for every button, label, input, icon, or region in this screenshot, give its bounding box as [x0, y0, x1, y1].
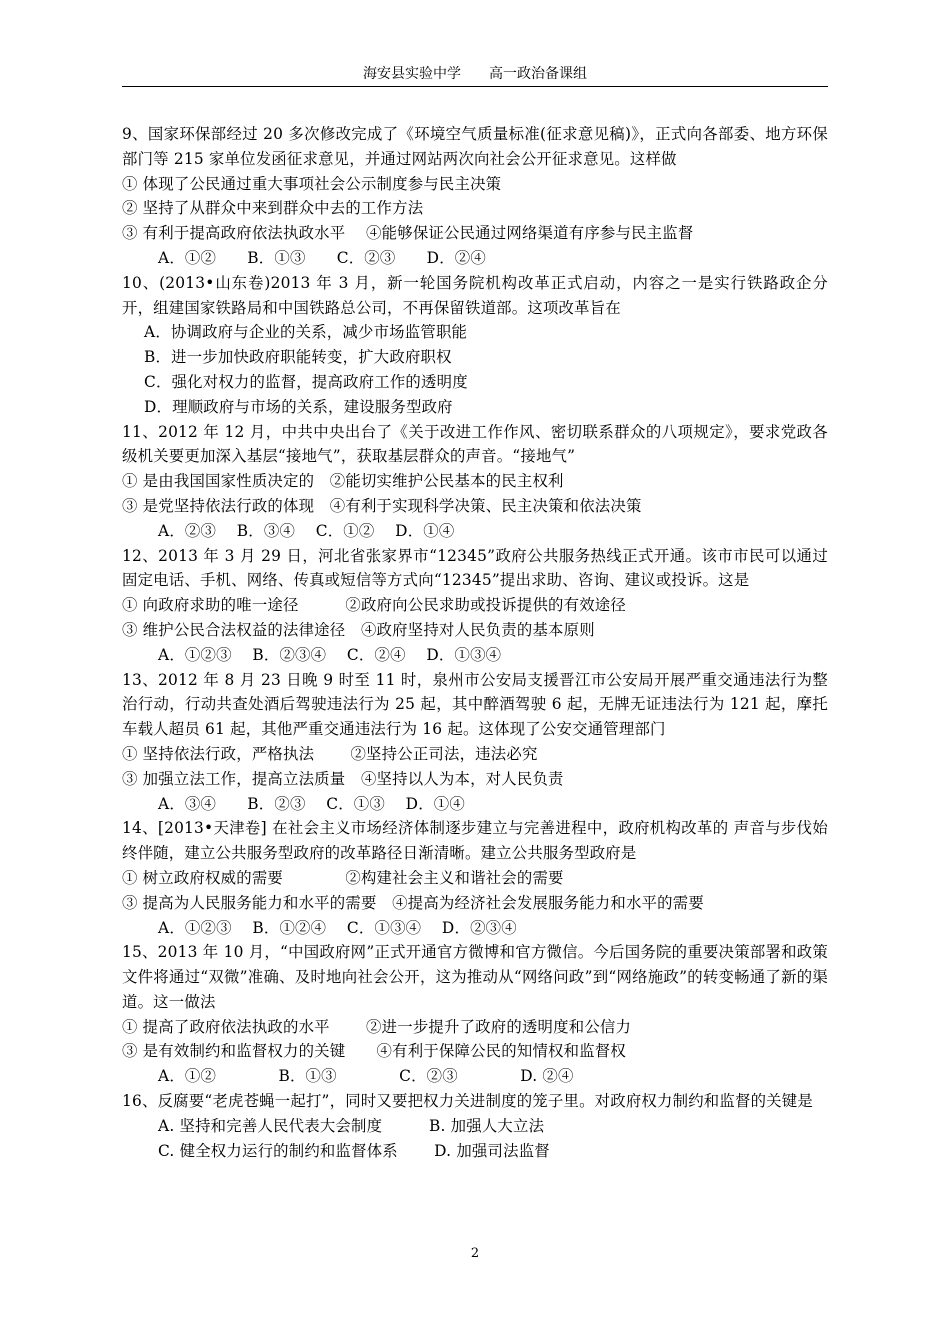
statement-line: ③ 维护公民合法权益的法律途径 ④政府坚持对人民负责的基本原则	[122, 620, 595, 639]
statement-line: ③ 是党坚持依法行政的体现 ④有利于实现科学决策、民主决策和依法决策	[122, 496, 642, 515]
page-header: 海安县实验中学 高一政治备课组	[363, 66, 587, 82]
header-rule	[122, 86, 828, 87]
statement-line: ③ 是有效制约和监督权力的关键 ④有利于保障公民的知情权和监督权	[122, 1042, 626, 1061]
question-14	[122, 816, 828, 940]
choice-a: A．协调政府与企业的关系，减少市场监管职能	[144, 323, 468, 342]
question-15	[122, 940, 828, 1089]
answer-options: A．①②③ B．②③④ C．②④ D．①③④	[158, 645, 502, 664]
statement-line: ① 提高了政府依法执政的水平 ②进一步提升了政府的透明度和公信力	[122, 1017, 632, 1036]
question-10	[122, 271, 828, 420]
statement-line: ③ 提高为人民服务能力和水平的需要 ④提高为经济社会发展服务能力和水平的需要	[122, 893, 704, 912]
question-9	[122, 122, 828, 271]
question-13	[122, 668, 828, 817]
statement-line: ① 坚持依法行政，严格执法 ②坚持公正司法，违法必究	[122, 744, 538, 763]
statement-line: ③ 有利于提高政府依法执政水平 ④能够保证公民通过网络渠道有序参与民主监督	[122, 224, 694, 243]
question-stem: 11、2012 年 12 月，中共中央出台了《关于改进工作作风、密切联系群众的八项规定》，要求党政各级机关要更加深入基层“接地气”，获取基层群众的声音。“接地气”	[122, 422, 828, 466]
choice-line: C. 健全权力运行的制约和监督体系 D. 加强司法监督	[158, 1141, 550, 1160]
question-list	[122, 122, 828, 1163]
statement-line: ① 树立政府权威的需要 ②构建社会主义和谐社会的需要	[122, 868, 564, 887]
answer-options: A．③④ B．②③ C．①③ D．①④	[158, 794, 465, 813]
answer-options: A．①②③ B．①②④ C．①③④ D．②③④	[158, 918, 517, 937]
page-number: 2	[470, 1246, 480, 1261]
answer-options: A．①② B．①③ C．②③ D. ②④	[158, 1067, 574, 1086]
question-stem: 15、2013 年 10 月，“中国政府网”正式开通官方微博和官方微信。今后国务院的重要决策部署和政策文件将通过“双微”准确、及时地向社会公开，这为推动从“网络问政”到“网络施政”的转变畅通了新的渠道。这一做法	[122, 943, 828, 1011]
question-stem: 14、[2013•天津卷] 在社会主义市场经济体制逐步建立与完善进程中，政府机构改革的 声音与步伐始终伴随，建立公共服务型政府的改革路径日渐清晰。建立公共服务型政府是	[122, 819, 828, 863]
question-12	[122, 544, 828, 668]
answer-options: A．②③ B．③④ C．①② D．①④	[158, 521, 455, 540]
choice-b: B．进一步加快政府职能转变，扩大政府职权	[144, 348, 452, 367]
question-stem: 12、2013 年 3 月 29 日，河北省张家界市“12345”政府公共服务热线正式开通。该市市民可以通过固定电话、手机、网络、传真或短信等方式向“12345”提出求助、咨询、建议或投诉。这是	[122, 546, 828, 590]
question-stem: 13、2012 年 8 月 23 日晚 9 时至 11 时，泉州市公安局支援晋江市公安局开展严重交通违法行为整治行动，行动共查处酒后驾驶违法行为 25 起，其中醉酒驾驶 6 起，无牌无证违法行为 121 起，摩托车载人超员 61 起，其他严重交通违法行为 16 起。这体现了公安交通管理部门	[122, 670, 828, 739]
question-11	[122, 420, 828, 544]
question-stem: 16、反腐要“老虎苍蝇一起打”，同时又要把权力关进制度的笼子里。对政府权力制约和监督的关键是	[122, 1092, 813, 1111]
question-stem: 9、国家环保部经过 20 多次修改完成了《环境空气质量标准(征求意见稿)》，正式向各部委、地方环保部门等 215 家单位发函征求意见，并通过网站两次向社会公开征求意见。这样做	[122, 125, 828, 168]
choice-c: C．强化对权力的监督，提高政府工作的透明度	[144, 372, 468, 391]
question-stem: 10、(2013•山东卷)2013 年 3 月，新一轮国务院机构改革正式启动，内容之一是实行铁路政企分开，组建国家铁路局和中国铁路总公司，不再保留铁道部。这项改革旨在	[122, 273, 828, 317]
statement-line: ① 体现了公民通过重大事项社会公示制度参与民主决策	[122, 174, 502, 193]
question-16	[122, 1089, 828, 1163]
statement-line: ③ 加强立法工作，提高立法质量 ④坚持以人为本，对人民负责	[122, 769, 564, 788]
statement-line: ① 是由我国国家性质决定的 ②能切实维护公民基本的民主权利	[122, 472, 564, 491]
choice-d: D．理顺政府与市场的关系，建设服务型政府	[144, 397, 453, 416]
choice-line: A. 坚持和完善人民代表大会制度 B. 加强人大立法	[158, 1116, 545, 1135]
answer-options: A．①② B．①③ C．②③ D．②④	[158, 248, 486, 267]
statement-line: ① 向政府求助的唯一途径 ②政府向公民求助或投诉提供的有效途径	[122, 596, 626, 615]
statement-line: ② 坚持了从群众中来到群众中去的工作方法	[122, 199, 424, 218]
